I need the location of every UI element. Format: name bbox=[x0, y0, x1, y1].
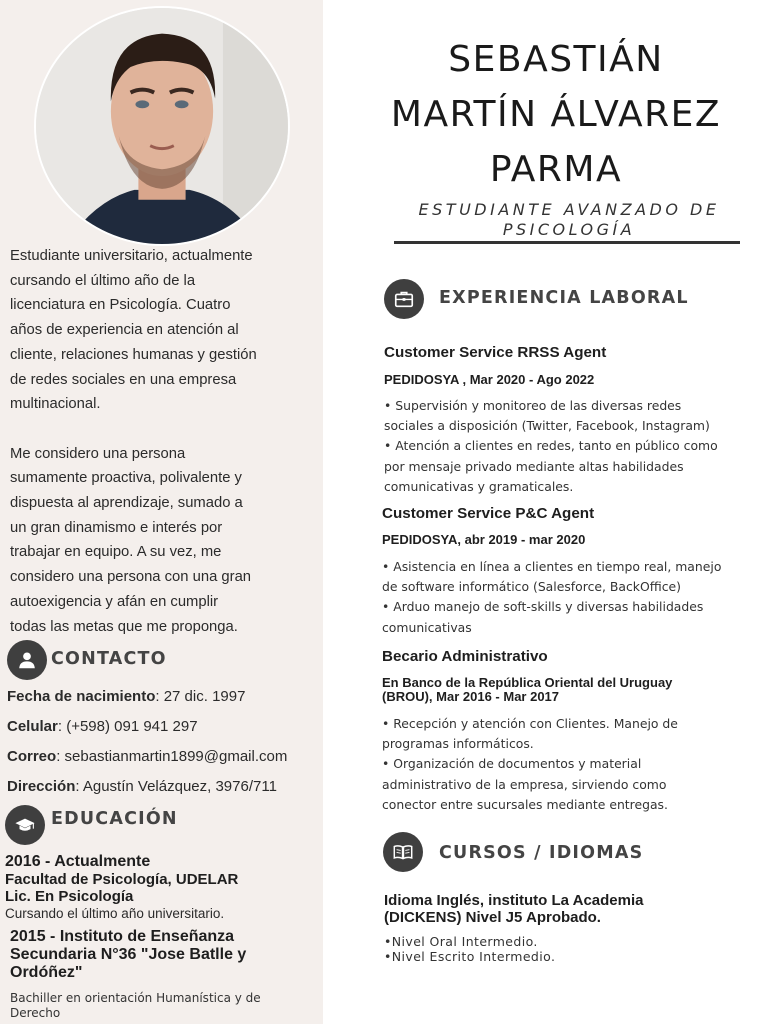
experience-heading: EXPERIENCIA LABORAL bbox=[439, 288, 689, 308]
contact-birthdate bbox=[7, 688, 245, 705]
education-1-degree: Lic. En Psicología bbox=[5, 888, 134, 905]
job-1-title: Customer Service RRSS Agent bbox=[384, 344, 607, 361]
profile-photo-illustration bbox=[36, 8, 288, 244]
job-1-meta: PEDIDOSYA , Mar 2020 - Ago 2022 bbox=[384, 372, 595, 387]
contact-email-value[interactable]: : sebastianmartin1899@gmail.com bbox=[56, 748, 288, 765]
education-heading: EDUCACIÓN bbox=[51, 809, 178, 829]
job-2-description: • Asistencia en línea a clientes en tiempo real, manejo de software informático (Salesforce, BackOffice) • Arduo manejo de soft-skills y diversas habilidades comunicativas bbox=[382, 559, 722, 635]
contact-address-value: : Agustín Velázquez, 3976/711 bbox=[75, 778, 277, 795]
briefcase-icon bbox=[384, 279, 424, 319]
job-1-description: • Supervisión y monitoreo de las diversas redes sociales a disposición (Twitter, Facebook, Instagram) • Atención a clientes en redes, tanto en público como por mensaje privado mediante altas habilidades comunicativas y gramaticales. bbox=[384, 398, 718, 494]
course-entry: Idioma Inglés, instituto La Academia (DICKENS) Nivel J5 Aprobado. bbox=[384, 892, 644, 926]
contact-address-label: Dirección bbox=[7, 778, 76, 795]
job-subtitle: ESTUDIANTE AVANZADO DE PSICOLOGÍA bbox=[418, 200, 720, 239]
profile-summary: Estudiante universitario, actualmente cursando el último año de la licenciatura en Psicología. Cuatro años de experiencia en atención al cliente, relaciones humanas y gestión de redes sociales en una empresa multinacional. Me considero una persona sumamente proactiva, polivalente y dispuesta al aprendizaje, sumado a un gran dinamismo e interés por trabajar en equipo. A su vez, me considero una persona con una gran autoexigencia y afán en cumplir todas las metas que me proponga. bbox=[10, 248, 257, 635]
education-1-institution: Facultad de Psicología, UDELAR bbox=[5, 871, 239, 888]
education-2-note: Bachiller en orientación Humanística y de Derecho bbox=[10, 991, 261, 1020]
contact-birthdate-label: Fecha de nacimiento bbox=[7, 688, 156, 705]
education-1-note: Cursando el último año universitario. bbox=[5, 906, 225, 921]
title-divider bbox=[394, 241, 740, 244]
full-name: SEBASTIÁN MARTÍN ÁLVAREZ PARMA bbox=[390, 39, 722, 190]
job-2-title: Customer Service P&C Agent bbox=[382, 505, 595, 522]
contact-birthdate-value: : 27 dic. 1997 bbox=[155, 688, 246, 705]
job-3-meta: En Banco de la República Oriental del Uruguay (BROU), Mar 2016 - Mar 2017 bbox=[382, 675, 673, 704]
job-3-title: Becario Administrativo bbox=[382, 648, 548, 665]
contact-address bbox=[7, 778, 277, 795]
graduation-cap-icon bbox=[5, 805, 45, 845]
course-level-oral: •Nivel Oral Intermedio. bbox=[384, 934, 538, 949]
book-icon bbox=[383, 832, 423, 872]
education-1-year: 2016 - Actualmente bbox=[5, 853, 151, 870]
contact-heading: CONTACTO bbox=[51, 649, 167, 669]
job-2-meta: PEDIDOSYA, abr 2019 - mar 2020 bbox=[382, 532, 586, 547]
contact-phone bbox=[7, 718, 198, 735]
contact-email-label: Correo bbox=[7, 748, 57, 765]
contact-phone-value: : (+598) 091 941 297 bbox=[57, 718, 198, 735]
courses-heading: CURSOS / IDIOMAS bbox=[439, 843, 644, 863]
education-2-heading: 2015 - Instituto de Enseñanza Secundaria N°36 "Jose Batlle y Ordóñez" bbox=[10, 928, 247, 981]
person-icon bbox=[7, 640, 47, 680]
contact-email bbox=[7, 748, 287, 765]
profile-photo bbox=[34, 6, 290, 246]
course-level-written: •Nivel Escrito Intermedio. bbox=[384, 949, 556, 964]
job-3-description: • Recepción y atención con Clientes. Manejo de programas informáticos. • Organización de documentos y material administrativo de la empresa, sirviendo como conector entre sucursales mediante entregas. bbox=[382, 716, 678, 812]
contact-phone-label: Celular bbox=[7, 718, 58, 735]
left-sidebar bbox=[0, 0, 323, 1024]
